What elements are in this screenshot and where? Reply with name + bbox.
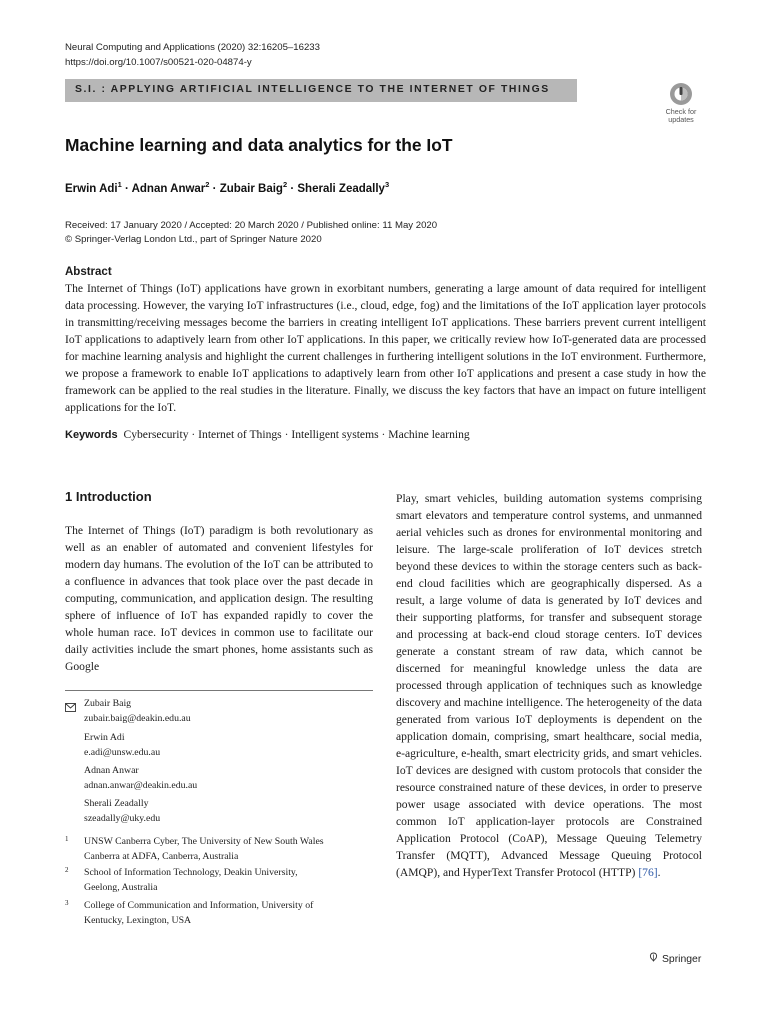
- author-affiliation-ref: 2: [205, 180, 210, 189]
- sentence-end: .: [657, 866, 661, 879]
- intro-right-paragraph: [396, 490, 702, 881]
- contact-email[interactable]: szeadally@uky.edu: [84, 812, 161, 824]
- springer-logo-icon: [648, 952, 659, 963]
- abstract-heading: Abstract: [65, 266, 112, 278]
- author-affiliation-ref: 1: [117, 180, 122, 189]
- affiliation-line: Canberra at ADFA, Canberra, Australia: [84, 850, 239, 862]
- keywords-label: Keywords: [65, 429, 118, 441]
- history-dates: Received: 17 January 2020 / Accepted: 20 March 2020 / Published online: 11 May 2020: [65, 220, 438, 231]
- contact-name: Adnan Anwar: [84, 765, 139, 776]
- contact-name: Sherali Zeadally: [84, 798, 149, 809]
- footnote-divider: [65, 690, 373, 691]
- check-label-2: updates: [668, 115, 694, 124]
- check-for-updates-icon: [669, 82, 693, 106]
- check-for-updates-badge[interactable]: [662, 82, 700, 126]
- intro-left-paragraph: The Internet of Things (IoT) paradigm is both revolutionary as well as an enabler of automated and convenient lifestyles for modern day humans. The evolution of the IoT can be attributed to a confluence in advances that took place over the past decade in computing, communication, and application design. The resulting sphere of influence of IoT has expanded rapidly to cover the whole human race. IoT devices in common use to facilitate our daily activities include the smart phones, home assistants such as Google: [65, 524, 373, 673]
- contact-email[interactable]: adnan.anwar@deakin.edu.au: [84, 779, 198, 791]
- affiliation-number: 2: [65, 866, 69, 874]
- special-issue-label: S.I. : APPLYING ARTIFICIAL INTELLIGENCE TO THE INTERNET OF THINGS: [75, 84, 550, 95]
- publisher-name: Springer: [662, 954, 702, 965]
- affiliation-number: 1: [65, 835, 69, 843]
- affiliation: [84, 835, 324, 864]
- author-name[interactable]: Adnan Anwar: [131, 183, 206, 195]
- mail-icon: [65, 699, 76, 717]
- journal-header: [65, 40, 320, 70]
- doi-link[interactable]: https://doi.org/10.1007/s00521-020-04874-y: [65, 57, 252, 68]
- check-label-1: Check for: [665, 107, 697, 116]
- section-heading-introduction: 1 Introduction: [65, 489, 152, 504]
- author-list: Erwin Adi$^1$ · Adnan Anwar$^2$ · Zubair Baig$^2$ · Sherali Zeadally$^3$: [65, 180, 390, 195]
- contact-name: Zubair Baig: [84, 698, 132, 709]
- author-affiliation-ref: 3: [384, 180, 390, 189]
- keywords-line: [65, 428, 470, 441]
- affiliation: [84, 866, 298, 895]
- contact-email[interactable]: zubair.baig@deakin.edu.au: [84, 712, 191, 724]
- affiliation-line: School of Information Technology, Deakin University,: [84, 867, 298, 878]
- copyright-line: © Springer-Verlag London Ltd., part of Springer Nature 2020: [65, 234, 322, 245]
- journal-citation: Neural Computing and Applications (2020) 32:16205–16233: [65, 42, 320, 53]
- author-contact: [84, 764, 197, 793]
- affiliation: [84, 899, 313, 928]
- keywords-text: Cybersecurity · Internet of Things · Intelligent systems · Machine learning: [123, 428, 470, 441]
- publication-dates: [65, 219, 437, 247]
- affiliation-line: Geelong, Australia: [84, 881, 158, 893]
- author-affiliation-ref: 2: [282, 180, 288, 189]
- abstract-text: The Internet of Things (IoT) applications have grown in exorbitant numbers, generating a large amount of data required for intelligent data processing. However, the varying IoT infrastructures (i.e., cloud, edge, fog) and the limitations of the IoT application layer protocols in transmitting/receiving messages become the barriers in creating intelligent IoT applications. These barriers prevent current intelligent IoT applications to adaptively learn from other IoT applications. In this paper, we critically review how IoT-generated data are processed for machine learning analysis and highlight the current challenges in furthering intelligent solutions in the IoT environment. Furthermore, we propose a framework to enable IoT applications to adaptively learn from other IoT applications and present a case study in how the framework can be applied to the real studies in the literature. Finally, we discuss the key factors that have an impact on future intelligent applications for the IoT.: [65, 282, 706, 414]
- contact-email[interactable]: e.adi@unsw.edu.au: [84, 746, 161, 758]
- paper-title: Machine learning and data analytics for the IoT: [65, 135, 453, 155]
- author-name[interactable]: Sherali Zeadally: [297, 183, 385, 195]
- publisher-footer: [648, 952, 701, 965]
- author-contact: [84, 797, 160, 826]
- author-contact: [84, 731, 160, 760]
- affiliation-number: 3: [65, 899, 69, 907]
- affiliation-line: Kentucky, Lexington, USA: [84, 914, 192, 926]
- affiliation-line: UNSW Canberra Cyber, The University of New South Wales: [84, 836, 324, 847]
- intro-right-text: Play, smart vehicles, building automation systems comprising smart elevators and temperature control systems, and unmanned aerial vehicles such as drones for environmental monitoring and leisure. The large-scale proliferation of IoT devices stretch beyond these devices to within the storage centers such as back-end cloud facilities which are geographically dispersed. As a result, a large volume of data is generated by IoT devices and their supporting platforms, for transfer and subsequent storage and processing at back-end cloud storage centers. IoT devices generate a constant stream of raw data, which cannot be discerned for meaningful knowledge unless the data are processed through application of techniques such as knowledge discovery and machine intelligence. The heterogeneity of the data generated from various IoT deployments is dependent on the application domain, comprising, smart healthcare, social media, e-agriculture, e-health, smart electricity grids, and smart vehicles. IoT devices are designed with custom protocols that consider the resource constrained nature of these devices, in order to preserve power usage associated with device operations. The most common IoT application-layer protocols are Constrained Application Protocol (CoAP), Message Queuing Telemetry Transfer (MQTT), Advanced Message Queuing Protocol (AMQP), and HyperText Transfer Protocol (HTTP): [396, 492, 702, 879]
- citation-link[interactable]: [76]: [638, 866, 658, 879]
- author-name[interactable]: Zubair Baig: [219, 183, 283, 195]
- corresponding-author-contact: [84, 697, 191, 726]
- affiliation-line: College of Communication and Information, University of: [84, 900, 314, 911]
- author-name[interactable]: Erwin Adi: [65, 183, 118, 195]
- contact-name: Erwin Adi: [84, 732, 125, 743]
